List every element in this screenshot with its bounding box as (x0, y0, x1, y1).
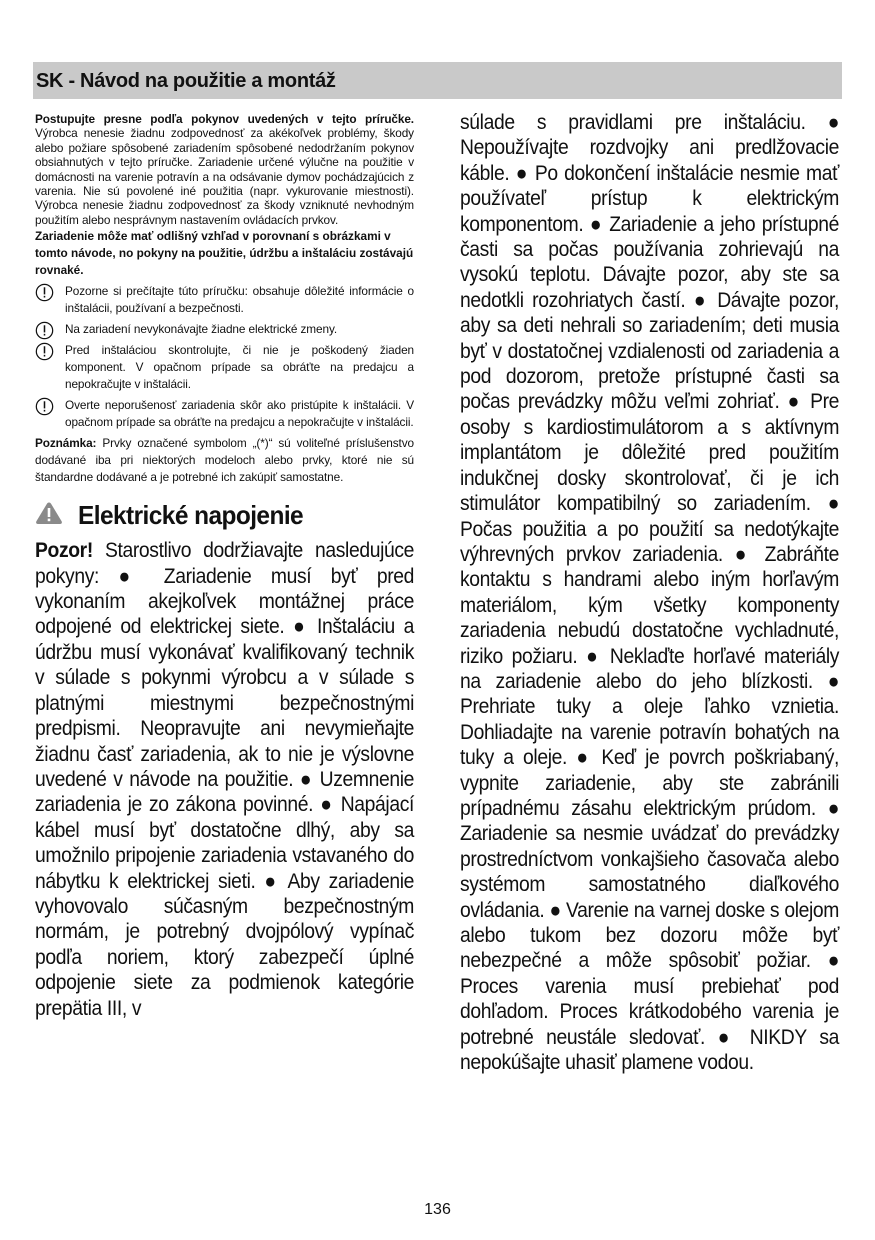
electrical-text-right: súlade s pravidlami pre inštaláciu. ● Nepoužívajte rozdvojky ani predlžovacie káble. ● Po dokončení inštalácie nesmie mať používateľ prístup k elektrickým komponentom. ● Zariadenie a jeho prístupné časti sa počas používania zohrievajú na vysokú teplotu. Dávajte pozor, aby ste sa nedotkli rozohriatych častí. ● Dávajte pozor, aby sa deti nehrali so zariadením; deti musia byť v dostatočnej vzdialenosti od zariadenia a pod dozorom, pretože prístupné časti sa počas prevádzky môžu veľmi zohriať. ● Pre osoby s kardiostimulátorom a s aktívnym implantátom je dôležité pred použitím indukčnej dosky skontrolovať, či je ich stimulátor kompatibilný so zariadením. ● Počas použitia a po použití sa nedotýkajte výhrevných prvkov zariadenia. ● Zabráňte kontaktu s handrami alebo iným horľavým materiálom, kým všetky komponenty zariadenia nebudú dostatočne vychladnuté, riziko požiaru. ● Neklaďte horľavé materiály na zariadenie alebo do jeho blízkosti. ● Prehriate tuky a oleje ľahko vznietia. Dohliadajte na varenie potravín bohatých na tuky a oleje. ● Keď je povrch poškriabaný, vypnite zariadenie, aby ste zabránili prípadnému zásahu elektrickým prúdom. ● Zariadenie sa nesmie uvádzať do prevádzky prostredníctvom vonkajšieho časovača alebo systémom samostatného diaľkového ovládania. ● Varenie na varnej doske s olejom alebo tukom bez dozoru môže byť nebezpečné a môže spôsobiť požiar. ● Proces varenia musí prebiehať pod dohľadom. Proces krátkodobého varenia je potrebné neustále sledovať. ● NIKDY sa nepokúšajte uhasiť plamene vodou. (460, 111, 840, 1075)
page-title: SK - Návod na použitie a montáž (36, 70, 336, 92)
list-item (35, 397, 414, 431)
left-column (35, 112, 414, 1021)
section-header-bar (33, 62, 842, 99)
note-paragraph (35, 435, 414, 486)
intro-paragraph (35, 112, 414, 227)
caution-lead: Pozor! (35, 539, 93, 563)
warning-text: Overte neporušenosť zariadenia skôr ako pristúpite k inštalácii. V opačnom prípade sa obráťte na predajcu a nepokračujte v inštalácii. (65, 398, 414, 430)
list-item (35, 283, 414, 317)
warning-text: Pozorne si prečítajte túto príručku: obsahuje dôležité informácie o inštalácii, používaní a bezpečnosti. (65, 284, 414, 316)
exclamation-circle-icon (35, 321, 54, 340)
electrical-text-left (35, 538, 414, 1021)
section-heading (35, 498, 414, 532)
note-text: Prvky označené symbolom „(*)“ sú voliteľné príslušenstvo dodávané iba pri niektorých modeloch alebo prvky, ktoré nie sú štandardne dodávané a je potrebné ich zakúpiť samostatne. (35, 436, 414, 485)
section-title: Elektrické napojenie (78, 500, 304, 531)
exclamation-circle-icon (35, 283, 54, 302)
intro-text: Výrobca nenesie žiadnu zodpovednosť za akékoľvek problémy, škody alebo požiare spôsobené zariadením spôsobené nedodržaním pokynov obsiahnutých v tejto príručke. Zariadenie určené výlučne na použitie v domácnosti na varenie potravín a na odsávanie dymov pochádzajúcich z varenia. Nie sú povolené iné použitia (napr. vykurovanie miestnosti). Výrobca nenesie žiadnu zodpovednosť za škody vzniknuté nevhodným použitím alebo nesprávnym nastavením ovládacích prvkov. (35, 126, 414, 227)
warning-text: Na zariadení nevykonávajte žiadne elektrické zmeny. (65, 322, 338, 337)
warning-list (35, 283, 414, 431)
right-column (460, 110, 839, 1075)
warning-text: Pred inštaláciou skontrolujte, či nie je poškodený žiaden komponent. V opačnom prípade sa obráťte na predajcu a nepokračujte v inštalácii. (65, 343, 414, 392)
intro-lead: Postupujte presne podľa pokynov uvedených v tejto príručke. (35, 112, 414, 126)
list-item (35, 342, 414, 393)
exclamation-circle-icon (35, 397, 54, 416)
appearance-note: Zariadenie môže mať odlišný vzhľad v porovnaní s obrázkami v tomto návode, no pokyny na použitie, údržbu a inštaláciu zostávajú rovnaké. (35, 229, 414, 278)
warning-triangle-icon (35, 501, 63, 525)
exclamation-circle-icon (35, 342, 54, 361)
page-number: 136 (424, 1201, 451, 1218)
list-item (35, 321, 414, 338)
electrical-left-text: Starostlivo dodržiavajte nasledujúce pokyny: ● Zariadenie musí byť pred vykonaním akejkoľvek montážnej práce odpojené od elektrickej siete. ● Inštaláciu a údržbu musí vykonávať kvalifikovaný technik v súlade s pokynmi výrobcu a v súlade s platnými miestnymi bezpečnostnými predpismi. Neopravujte ani nevymieňajte žiadnu časť zariadenia, ak to nie je výslovne uvedené v návode na použitie. ● Uzemnenie zariadenia je zo zákona povinné. ● Napájací kábel musí byť dostatočne dlhý, aby sa umožnilo pripojenie zariadenia vstavaného do nábytku k elektrickej sieti. ● Aby zariadenie vyhovovalo súčasným bezpečnostným normám, je potrebný dvojpólový vypínač podľa noriem, ktorý zabezpečí úplné odpojenie siete za podmienok kategórie prepätia III, v (35, 539, 415, 1020)
note-label: Poznámka: (35, 436, 97, 451)
